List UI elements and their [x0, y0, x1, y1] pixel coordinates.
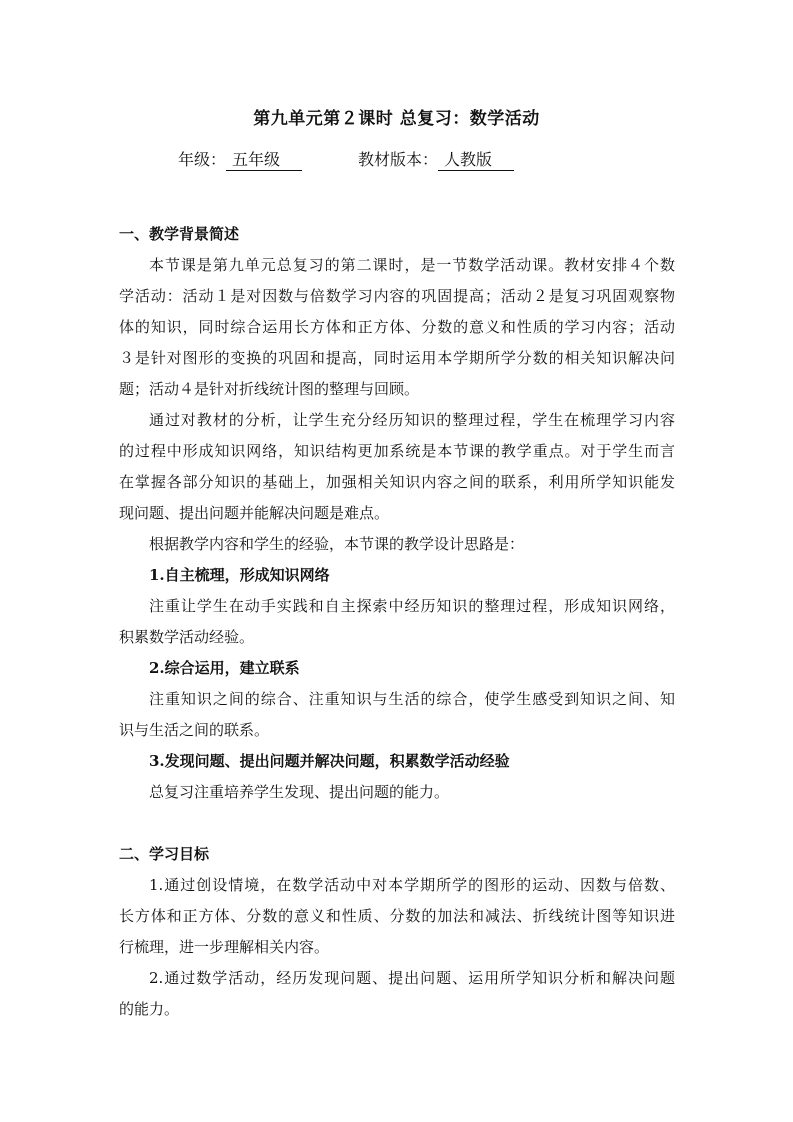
- section-heading-background: 一、教学背景简述: [119, 225, 240, 243]
- document-meta: [178, 147, 514, 171]
- paragraph-line: 注重知识之间的综合、注重知识与生活的综合，使学生感受到知识之间、知: [149, 690, 675, 708]
- paragraph-line: 注重让学生在动手实践和自主探索中经历知识的整理过程，形成知识网络，: [149, 597, 675, 615]
- paragraph-line: 1.通过创设情境，在数学活动中对本学期所学的图形的运动、因数与倍数、: [149, 876, 675, 894]
- paragraph-line: 体的知识，同时综合运用长方体和正方体、分数的意义和性质的学习内容；活动: [119, 318, 675, 336]
- paragraph-line: 积累数学活动经验。: [119, 628, 255, 646]
- paragraph-line: 2.通过数学活动，经历发现问题、提出问题、运用所学知识分析和解决问题: [149, 969, 675, 987]
- grade-label: 年级：: [178, 150, 227, 169]
- edition-label: 教材版本：: [358, 150, 439, 169]
- paragraph-line: 行梳理，进一步理解相关内容。: [119, 938, 330, 956]
- paragraph-line: 识与生活之间的联系。: [119, 721, 270, 739]
- paragraph-line: 的过程中形成知识网络，知识结构更加系统是本节课的教学重点。对于学生而言: [119, 442, 675, 460]
- paragraph-line: ３是针对图形的变换的巩固和提高，同时运用本学期所学分数的相关知识解决问: [119, 349, 675, 367]
- subheading-1: 1.自主梳理，形成知识网络: [149, 566, 330, 584]
- paragraph-line: 通过对教材的分析，让学生充分经历知识的整理过程，学生在梳理学习内容: [149, 411, 675, 429]
- document-body: [119, 219, 675, 1025]
- section-heading-goals: 二、学习目标: [119, 845, 210, 863]
- paragraph-line: 总复习注重培养学生发现、提出问题的能力。: [149, 783, 450, 801]
- paragraph-line: 本节课是第九单元总复习的第二课时，是一节数学活动课。教材安排４个数: [149, 256, 675, 274]
- subheading-3: 3.发现问题、提出问题并解决问题，积累数学活动经验: [149, 752, 510, 770]
- spacer: [119, 808, 675, 839]
- edition-value: 人教版: [438, 150, 514, 171]
- subheading-2: 2.综合运用，建立联系: [149, 659, 300, 677]
- paragraph-line: 的能力。: [119, 1000, 180, 1018]
- grade-value: 五年级: [226, 150, 302, 171]
- paragraph-line: 在掌握各部分知识的基础上，加强相关知识内容之间的联系，利用所学知识能发: [119, 473, 675, 491]
- paragraph-line: 学活动：活动１是对因数与倍数学习内容的巩固提高；活动２是复习巩固观察物: [119, 287, 675, 305]
- document-title: 第九单元第２课时 总复习：数学活动: [253, 109, 540, 129]
- paragraph-line: 根据教学内容和学生的经验，本节课的教学设计思路是：: [149, 535, 525, 553]
- paragraph-line: 现问题、提出问题并能解决问题是难点。: [119, 504, 390, 522]
- paragraph-line: 长方体和正方体、分数的意义和性质、分数的加法和减法、折线统计图等知识进: [119, 907, 675, 925]
- paragraph-line: 题；活动４是针对折线统计图的整理与回顾。: [119, 380, 420, 398]
